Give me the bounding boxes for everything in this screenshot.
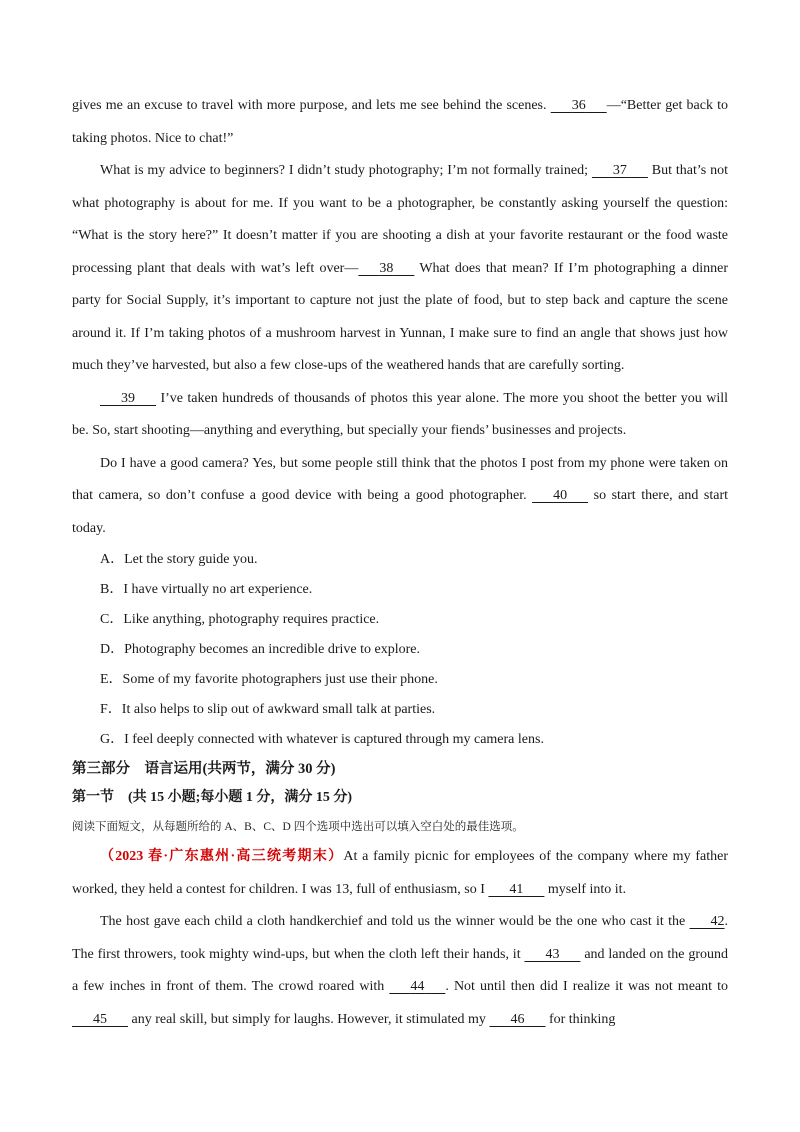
paragraph-text: . The first throwers, took mighty wind-ups, but when the cloth left their hands, it bbox=[72, 914, 729, 962]
paragraph-text: What is my advice to beginners? I didn’t study photography; I’m not formally trained; bbox=[100, 163, 589, 178]
blank-46: 46 bbox=[510, 1011, 525, 1027]
blank-44: 44 bbox=[410, 979, 425, 994]
option-c: C．Like anything, photography requires practice. bbox=[100, 612, 380, 627]
paragraph-text: gives me an excuse to travel with more purpose, and lets me see behind the scenes. bbox=[72, 98, 547, 113]
option-g: G．I feel deeply connected with whatever is captured through my camera lens. bbox=[100, 732, 544, 747]
blank-36: 36 bbox=[571, 98, 586, 113]
paragraph-text: The host gave each child a cloth handkerchief and told us the winner would be the one who cast it the bbox=[100, 914, 686, 929]
blank-38: 38 bbox=[379, 260, 394, 276]
blank-37: 37 bbox=[612, 163, 627, 178]
source-label: （2023 春·广东惠州·高三统考期末） bbox=[100, 849, 344, 864]
paragraph-text: But that’s not what photography is about for me. If you want to be a photographer, be constantly asking yourself the question: “What is the story here?” It doesn’t matter if you are shooting a dish at your favorite restaurant or the food waste processing plant that deals with wat’s left over— bbox=[72, 163, 729, 276]
paragraph-text: so start there, and start today. bbox=[72, 488, 729, 536]
paragraph-text: and landed on the ground a few inches in front of them. The crowd roared with bbox=[72, 946, 729, 994]
blank-41: 41 bbox=[509, 881, 524, 897]
paragraph-text: any real skill, but simply for laughs. However, it stimulated my bbox=[131, 1011, 486, 1027]
paragraph-text: What does that mean? If I’m photographing a dinner party for Social Supply, it’s important to capture not just the plate of food, but to step back and capture the scene around it. If I’m taking photos of a mushroom harvest in Yunnan, I make sure to find an angle that shows just how much they’ve harvested, but also a few close-ups of the weathered hands that are carefully sorting. bbox=[72, 260, 728, 373]
blank-42: 42 bbox=[710, 914, 725, 929]
option-a: A．Let the story guide you. bbox=[100, 552, 258, 567]
option-e: E．Some of my favorite photographers just use their phone. bbox=[100, 672, 438, 687]
options-list bbox=[72, 545, 728, 755]
paragraph-text: At a family picnic for employees of the company where my father worked, they held a contest for children. I was 13, full of enthusiasm, so I bbox=[72, 849, 728, 897]
cloze-paragraph-1 bbox=[72, 841, 728, 906]
section-heading: 第三部分 语言运用(共两节，满分 30 分) bbox=[72, 761, 336, 777]
blank-40: 40 bbox=[553, 488, 568, 503]
option-b: B．I have virtually no art experience. bbox=[100, 582, 313, 597]
blank-39: 39 bbox=[121, 390, 135, 406]
passage-paragraph-2 bbox=[72, 155, 728, 383]
section-instruction: 阅读下面短文，从每题所给的 A、B、C、D 四个选项中选出可以填入空白处的最佳选项。 bbox=[72, 821, 524, 833]
paragraph-text: I’ve taken hundreds of thousands of photos this year alone. The more you shoot the better you will be. So, start shooting—anything and everything, but specially your fiends’ businesses and projects. bbox=[72, 390, 728, 438]
document-page bbox=[72, 90, 728, 1036]
passage-paragraph-1 bbox=[72, 90, 728, 155]
cloze-paragraph-2 bbox=[72, 906, 728, 1036]
option-f: F．It also helps to slip out of awkward small talk at parties. bbox=[100, 702, 436, 717]
paragraph-text: . Not until then did I realize it was not meant to bbox=[445, 979, 728, 994]
paragraph-text: Do I have a good camera? Yes, but some people still think that the photos I post from my phone were taken on that camera, so don’t confuse a good device with being a good photographer. bbox=[72, 455, 728, 503]
blank-43: 43 bbox=[545, 946, 560, 962]
paragraph-text: for thinking bbox=[548, 1011, 616, 1027]
option-d: D．Photography becomes an incredible drive to explore. bbox=[100, 642, 420, 657]
paragraph-text: myself into it. bbox=[547, 881, 627, 897]
section-subheading: 第一节 (共 15 小题;每小题 1 分，满分 15 分) bbox=[72, 790, 352, 805]
passage-paragraph-3 bbox=[72, 383, 728, 448]
passage-paragraph-4 bbox=[72, 448, 728, 546]
blank-45: 45 bbox=[93, 1011, 107, 1027]
paragraph-text: —“Better get back to taking photos. Nice to chat!” bbox=[72, 98, 729, 146]
